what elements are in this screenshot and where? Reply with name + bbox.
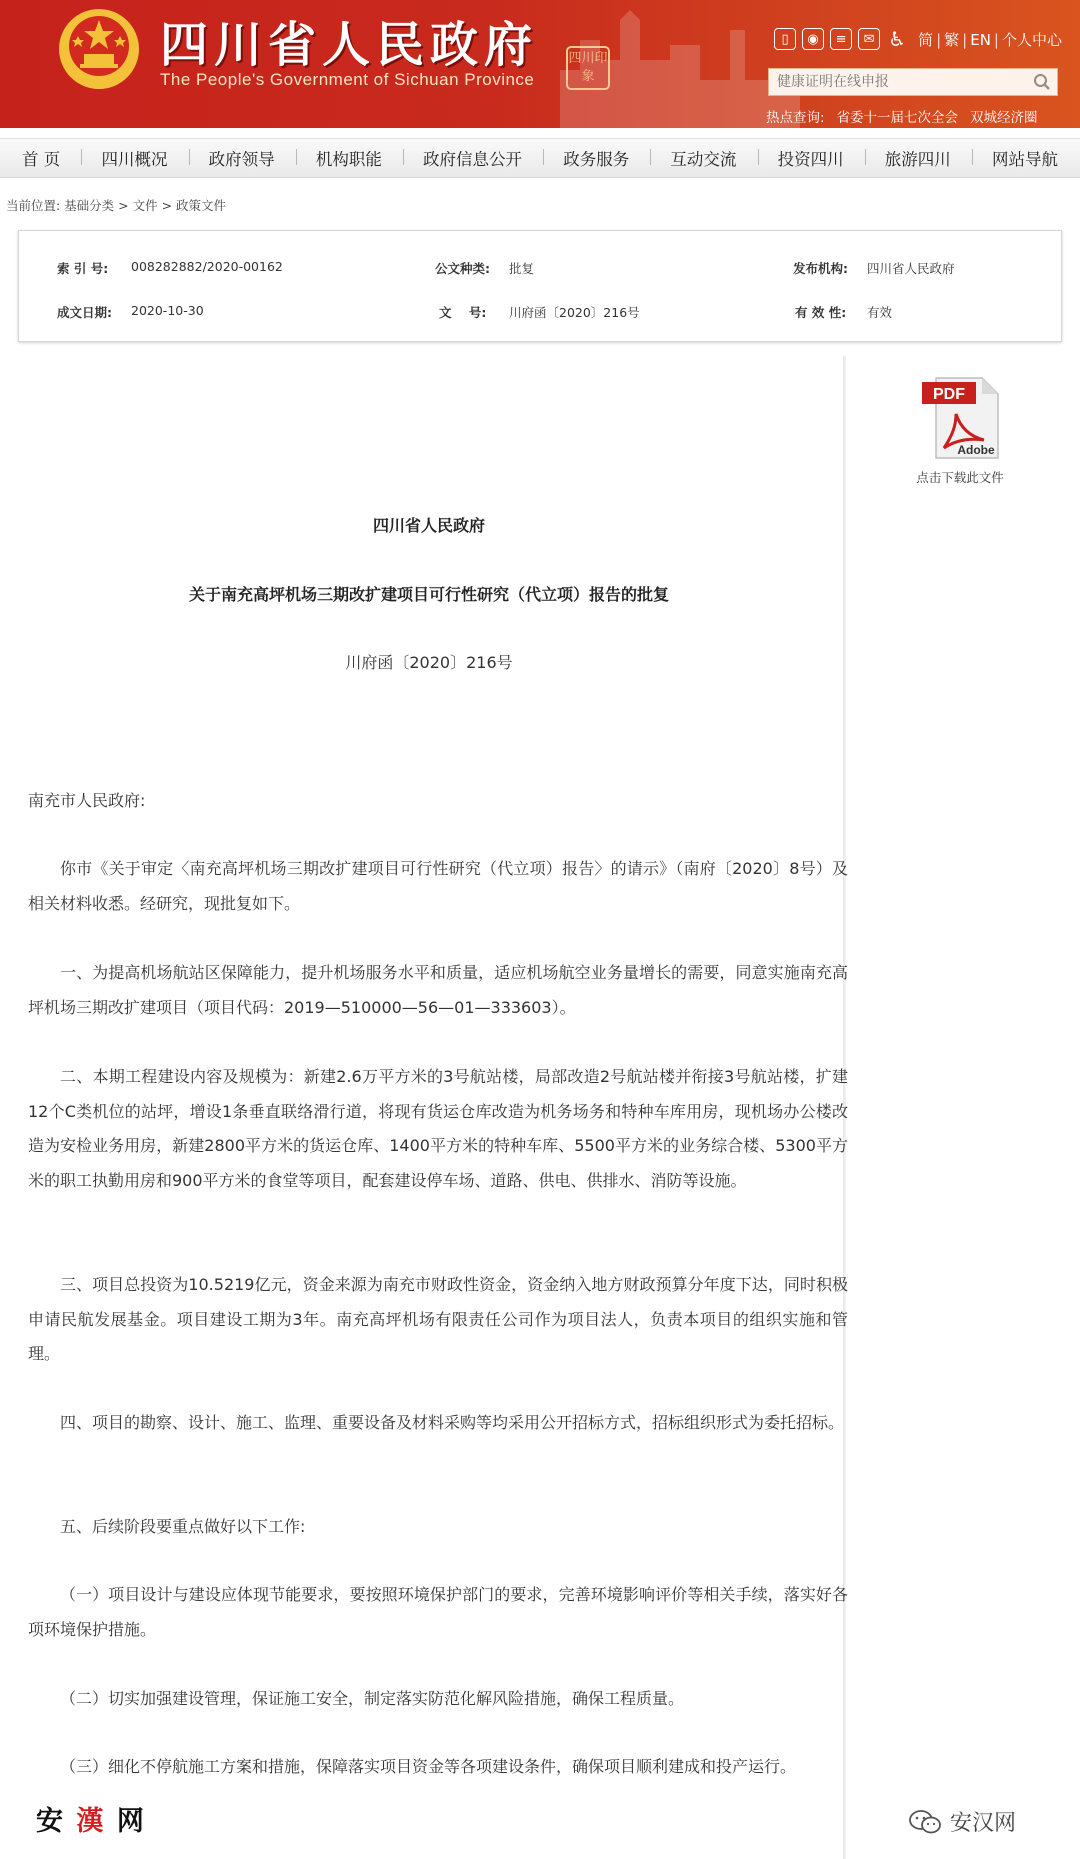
nav-invest-sichuan[interactable]: 投资四川	[766, 146, 856, 170]
nav-site-navigation[interactable]: 网站导航	[980, 146, 1070, 170]
search-input[interactable]	[769, 69, 1027, 95]
nav-travel-sichuan[interactable]: 旅游四川	[873, 146, 963, 170]
watermark-char: 漢	[76, 1806, 106, 1837]
document-paragraph: （一）项目设计与建设应体现节能要求，要按照环境保护部门的要求，完善环境影响评价等相关手续，落实好各项环境保护措施。	[28, 1585, 848, 1639]
document-paragraph: 五、后续阶段要重点做好以下工作:	[60, 1517, 306, 1536]
nav-government-services[interactable]: 政务服务	[551, 146, 641, 170]
search-icon	[1033, 73, 1051, 91]
link-personal-center[interactable]: 个人中心	[1001, 30, 1062, 49]
pdf-download[interactable]	[910, 374, 1010, 486]
nav-government-leaders[interactable]: 政府领导	[197, 146, 287, 170]
download-caption[interactable]: 点击下载此文件	[916, 470, 1004, 485]
mail-icon[interactable]: ✉	[858, 28, 880, 50]
main-nav	[0, 138, 1080, 178]
document-title: 关于南充高坪机场三期改扩建项目可行性研究（代立项）报告的批复	[188, 585, 669, 604]
document-salutation: 南充市人民政府:	[28, 791, 146, 810]
site-title: 四川省人民政府	[160, 17, 539, 73]
nav-interaction[interactable]: 互动交流	[658, 146, 748, 170]
accessibility-icon[interactable]: ♿	[888, 27, 907, 51]
watermark-char: 安	[36, 1806, 65, 1837]
utility-links: 简 | 繁 | EN | 个人中心	[918, 30, 1062, 49]
document-paragraph: 你市《关于审定〈南充高坪机场三期改扩建项目可行性研究（代立项）报告〉的请示》（南府〔2020〕8号）及相关材料收悉。经研究，现批复如下。	[28, 859, 848, 913]
sichuan-impression-seal: 四川印象	[566, 46, 610, 90]
utility-bar	[774, 28, 1062, 50]
document-body	[14, 356, 848, 1859]
hot-topics	[766, 106, 1050, 126]
nav-home[interactable]: 首 页	[22, 150, 61, 169]
site-title-english: The People's Government of Sichuan Province	[160, 70, 535, 89]
link-traditional[interactable]: 繁	[944, 30, 960, 49]
document-issuer: 四川省人民政府	[372, 516, 485, 535]
search-box	[768, 68, 1058, 96]
hot-item[interactable]: 双城经济圈	[970, 110, 1038, 126]
meta-publisher-value: 四川省人民政府	[867, 261, 955, 276]
hot-item[interactable]: 省委十一届七次全会	[836, 110, 959, 126]
document-paragraph: 四、项目的勘察、设计、施工、监理、重要设备及材料采购等均采用公开招标方式，招标组织形式为委托招标。	[60, 1413, 845, 1432]
pdf-label: PDF	[933, 386, 965, 403]
pdf-file-icon[interactable]	[916, 374, 1004, 462]
document-paragraph: 三、项目总投资为10.5219亿元，资金来源为南充市财政性资金，资金纳入地方财政预算分年度下达，同时积极申请民航发展基金。项目建设工期为3年。南充高坪机场有限责任公司作为项目法人，负责本项目的组织实施和管理。	[28, 1275, 848, 1363]
breadcrumb: 当前位置: 基础分类 > 文件 > 政策文件	[6, 198, 227, 213]
meta-type-value: 批复	[509, 261, 535, 276]
mobile-icon[interactable]: ▯	[774, 28, 796, 50]
meta-validity-label: 有 效 性:	[795, 305, 847, 320]
document-paragraph: （二）切实加强建设管理，保证施工安全，制定落实防范化解风险措施，确保工程质量。	[60, 1689, 685, 1708]
meta-validity-value: 有效	[867, 305, 893, 320]
document-paragraph: 二、本期工程建设内容及规模为：新建2.6万平方米的3号航站楼，局部改造2号航站楼并衔接3号航站楼，扩建12个C类机位的站坪，增设1条垂直联络滑行道，将现有货运仓库改造为机务场务和特种车库用房，现机场办公楼改造为安检业务用房，新建2800平方米的货运仓库、1400平方米的特种车库、5500平方米的业务综合楼、5300平方米的职工执勤用房和900平方米的食堂等项目，配套建设停车场、道路、供电、供排水、消防等设施。	[28, 1067, 848, 1190]
meta-date-value: 2020-10-30	[131, 303, 204, 318]
wechat-icon	[908, 1809, 942, 1835]
meta-type-label: 公文种类:	[435, 261, 490, 276]
document-number: 川府函〔2020〕216号	[345, 653, 513, 672]
link-english[interactable]: EN	[970, 30, 991, 49]
wechat-watermark	[908, 1806, 1016, 1837]
meta-index-label: 索 引 号:	[57, 261, 109, 276]
weibo-icon[interactable]: ◉	[802, 28, 824, 50]
site-banner	[0, 0, 1080, 128]
meta-date-label: 成文日期:	[57, 305, 112, 320]
anhan-watermark-logo	[36, 1799, 146, 1838]
meta-docno-value: 川府函〔2020〕216号	[509, 305, 640, 320]
nav-sichuan-overview[interactable]: 四川概况	[89, 146, 179, 170]
search-button[interactable]	[1027, 69, 1057, 95]
document-meta-box	[18, 230, 1062, 342]
hot-label: 热点查询:	[766, 110, 825, 126]
link-simplified[interactable]: 简	[918, 30, 934, 49]
meta-publisher-label: 发布机构:	[793, 261, 848, 276]
document-paragraph: （三）细化不停航施工方案和措施，保障落实项目资金等各项建设条件，确保项目顺利建成和投产运行。	[60, 1757, 797, 1776]
meta-docno-label: 文 号:	[439, 305, 487, 320]
comment-icon[interactable]: ≡	[830, 28, 852, 50]
watermark-char: 网	[116, 1806, 146, 1837]
meta-index-value: 008282882/2020-00162	[131, 259, 283, 274]
watermark-text: 安汉网	[950, 1811, 1017, 1836]
adobe-label: Adobe	[957, 443, 995, 457]
nav-info-disclosure[interactable]: 政府信息公开	[411, 146, 534, 170]
national-emblem-icon	[56, 6, 142, 92]
nav-agency-functions[interactable]: 机构职能	[304, 146, 394, 170]
document-paragraph: 一、为提高机场航站区保障能力，提升机场服务水平和质量，适应机场航空业务量增长的需要，同意实施南充高坪机场三期改扩建项目（项目代码：2019—510000—56—01—333603）。	[28, 963, 848, 1017]
